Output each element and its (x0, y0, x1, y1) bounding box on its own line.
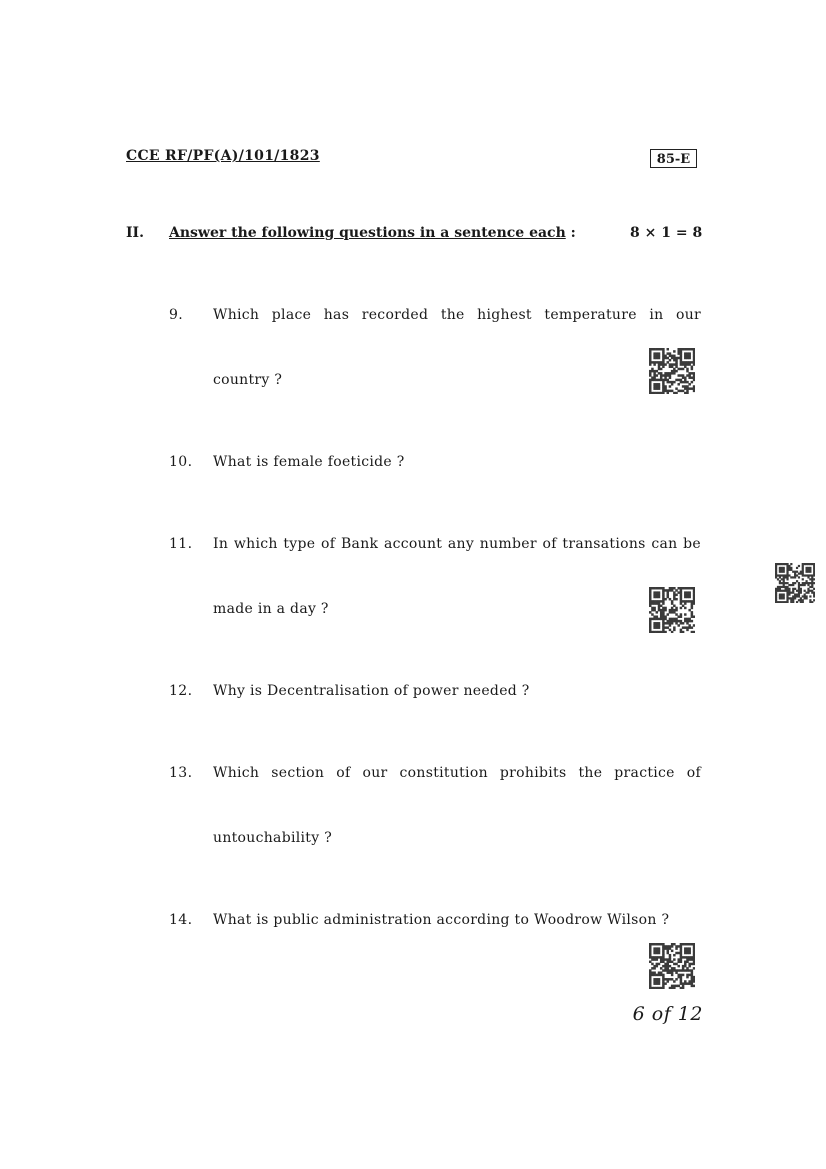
qr-code-icon (649, 943, 695, 989)
question-text-continued: made in a day ? (213, 601, 329, 617)
question-text-continued: country ? (213, 372, 283, 388)
question-number: 12. (169, 683, 193, 699)
subject-code-box: 85-E (650, 149, 697, 168)
question-number: 14. (169, 912, 193, 928)
question-text: What is female foeticide ? (213, 454, 405, 470)
section-marks: 8 × 1 = 8 (630, 225, 703, 241)
question-number: 9. (169, 307, 184, 323)
section-title-colon: : (570, 225, 576, 241)
qr-code-icon (775, 563, 815, 603)
question-text: Which section of our constitution prohibits the practice of (213, 765, 701, 781)
paper-code: CCE RF/PF(A)/101/1823 (126, 148, 320, 164)
page-indicator: 6 of 12 (632, 1003, 703, 1025)
question-text: What is public administration according to Woodrow Wilson ? (213, 912, 670, 928)
section-title-text: Answer the following questions in a sentence each (169, 225, 566, 241)
question-number: 13. (169, 765, 193, 781)
section-number: II. (126, 225, 144, 241)
question-number: 10. (169, 454, 193, 470)
qr-code-icon (649, 587, 695, 633)
section-title (169, 225, 576, 241)
question-text: Which place has recorded the highest temperature in our (213, 307, 701, 323)
question-text: In which type of Bank account any number of transations can be (213, 536, 701, 552)
question-text-continued: untouchability ? (213, 830, 332, 846)
question-number: 11. (169, 536, 193, 552)
qr-code-icon (649, 348, 695, 394)
question-text: Why is Decentralisation of power needed ? (213, 683, 530, 699)
